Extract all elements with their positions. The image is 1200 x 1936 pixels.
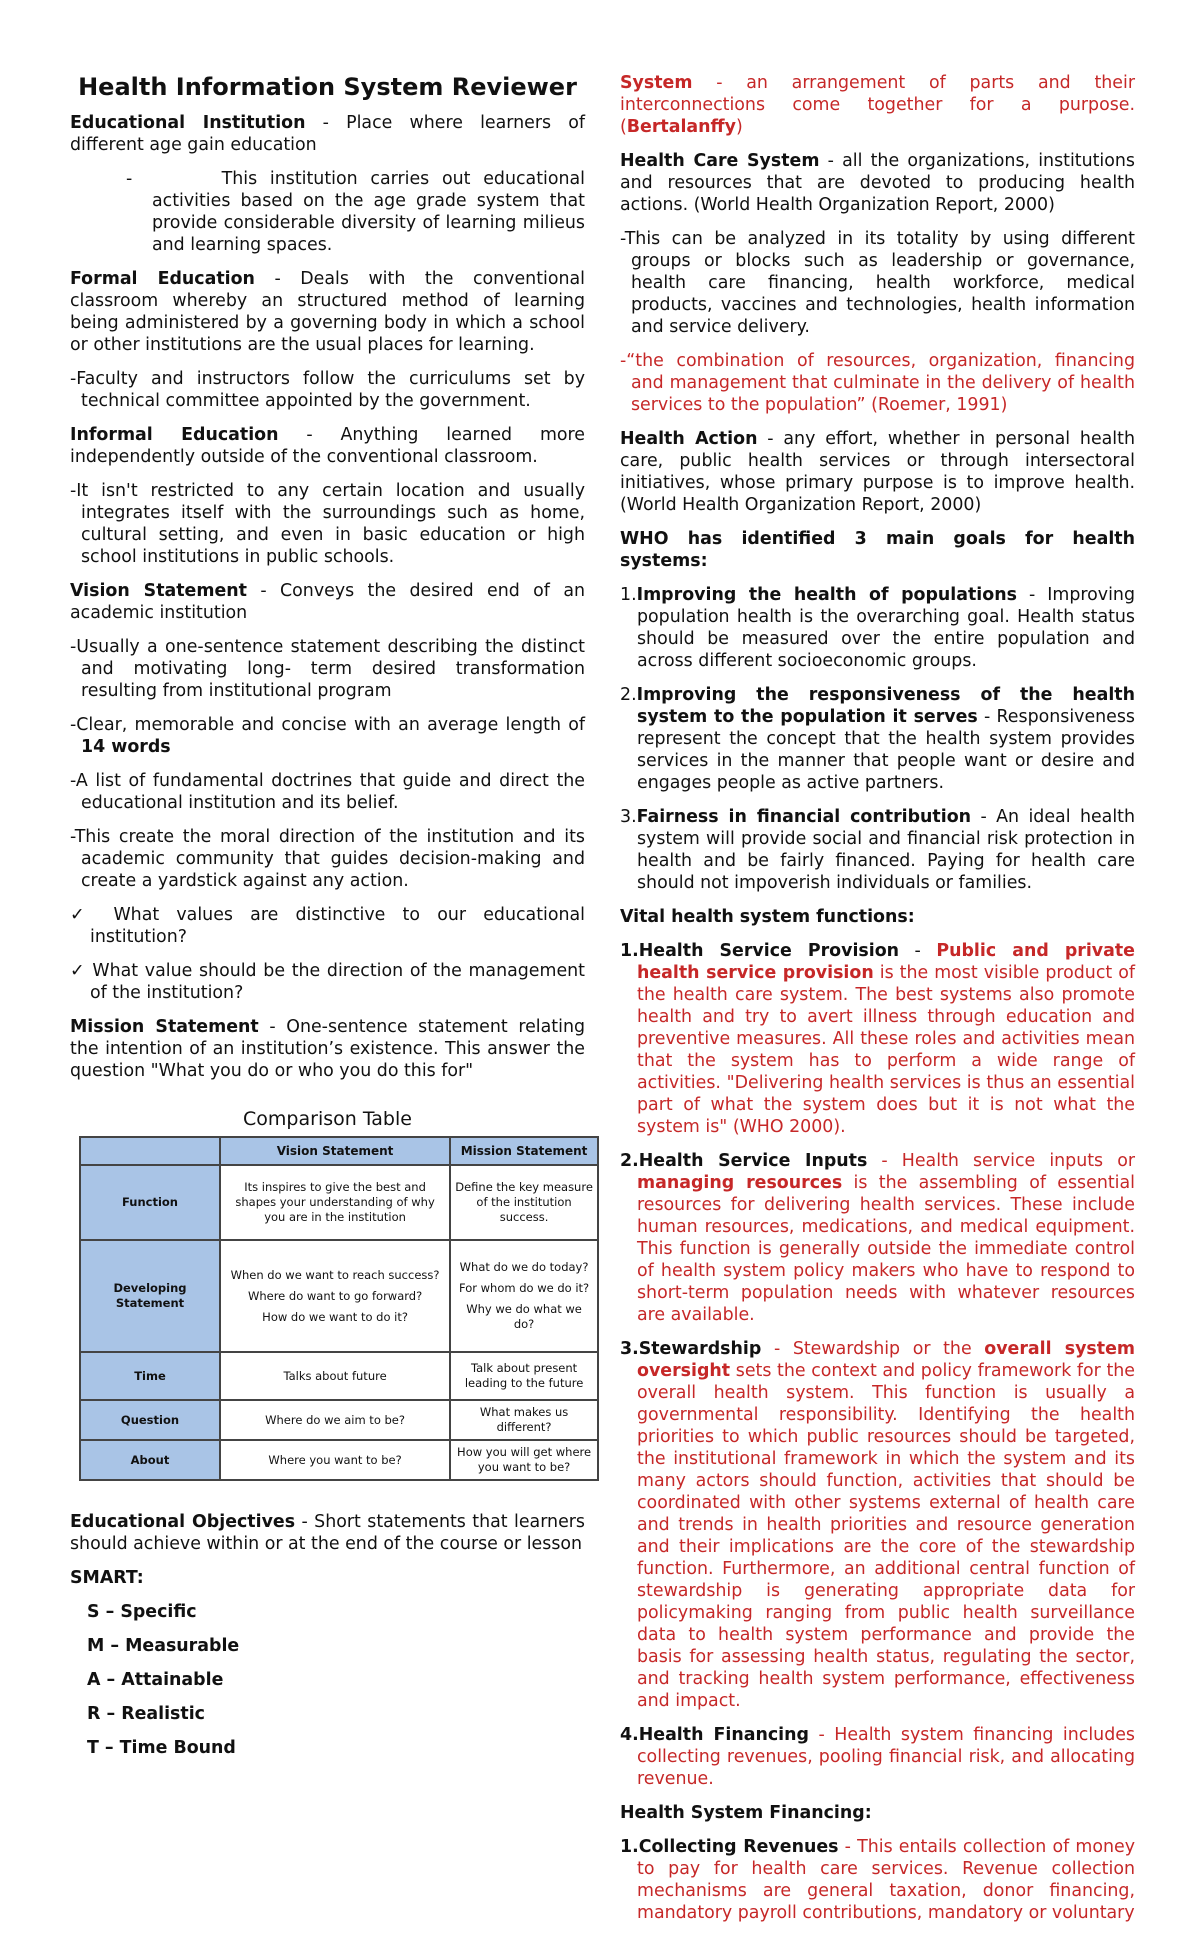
term: System [620, 73, 693, 93]
comparison-table [79, 1136, 599, 1481]
vision-cell: Its inspires to give the best and shapes your understanding of why you are in the institution [220, 1165, 450, 1240]
function-item [620, 940, 1135, 1138]
item-number: 2. [620, 1151, 639, 1171]
educational-institution-def [70, 112, 585, 156]
vision-cell: Where you want to be? [220, 1440, 450, 1480]
smart-item: S – Specific [87, 1602, 197, 1622]
financing-item [620, 1836, 1135, 1924]
cell-line: What do we do today? [459, 1260, 589, 1274]
word-count: 14 words [81, 737, 171, 757]
definition: is the most visible product of the health care system. The best systems also promote health and try to avert illness through education and preventive measures. All these roles and activities mean that the system has to perform a wide range of activities. "Delivering health services is thus an essential part of what the system does but it is not what the system is" (WHO 2000). [637, 963, 1136, 1137]
cell-line: For whom do we do it? [459, 1281, 590, 1295]
item-number: 1. [620, 941, 639, 961]
function-item [620, 1724, 1135, 1790]
table-row [80, 1352, 598, 1400]
term: Stewardship [638, 1339, 762, 1359]
health-care-system-def [620, 150, 1135, 216]
table-caption: Comparison Table [243, 1108, 412, 1130]
term: Improving the responsiveness of the health system to the population it serves [636, 685, 1135, 727]
educational-objectives-def [70, 1511, 585, 1555]
left-column [70, 72, 593, 1771]
definition: - One-sentence statement relating the intention of an institution’s existence. This answer the question "What you do or who you do this for" [70, 1017, 585, 1081]
row-label: Question [80, 1400, 220, 1440]
bullet-dash: - [70, 827, 75, 847]
goal-item [620, 684, 1135, 794]
goal-item [620, 806, 1135, 894]
vision-note [70, 714, 585, 758]
row-label: About [80, 1440, 220, 1480]
term: Fairness in financial contribution [636, 807, 972, 827]
definition: sets the context and policy framework for the overall health system. This function is usually a governmental responsibility. Identifying the health priorities to which public resources should be targeted, the institutional framework in which the system and its many actors should function, activities that should be coordinated with other systems external of health care and trends in health priorities and resource generation and their implications are the core of the stewardship function. Furthermore, an additional central function of stewardship is generating appropriate data for policymaking ranging from public health surveillance data to health system performance and provide the basis for assessing health status, regulating the sector, and tracking health system performance, effectiveness and impact. [637, 1361, 1135, 1711]
function-item [620, 1338, 1135, 1712]
bullet-dash: - [70, 369, 77, 389]
vision-cell: Where do we aim to be? [220, 1400, 450, 1440]
check-item [70, 960, 585, 1004]
informal-education-def [70, 424, 585, 468]
definition: - Short statements that learners should achieve within or at the end of the course or lesson [70, 1512, 585, 1554]
item-number: 4. [620, 1725, 639, 1745]
definition: - Deals with the conventional classroom whereby an structured method of learning being administered by a governing body in which a school or other institutions are the usual places for learning. [70, 269, 585, 355]
definition: - Anything learned more independently outside of the conventional classroom. [70, 425, 585, 467]
bullet-dash: - [620, 351, 627, 371]
vision-cell [220, 1240, 450, 1352]
table-row [80, 1440, 598, 1480]
item-number: 1. [620, 585, 637, 605]
highlight: Public and private health service provision [637, 941, 1135, 983]
note-text: It isn't restricted to any certain location and usually integrates itself with the surroundings such as home, cultural setting, and even in basic education or high school institutions in public schools. [76, 481, 585, 567]
note-text: This create the moral direction of the institution and its academic community that guides decision-making and create a yardstick against any action. [74, 827, 585, 891]
vision-statement-def [70, 580, 585, 624]
check-text: What values are distinctive to our educational institution? [90, 905, 586, 947]
roemer-quote [620, 350, 1135, 416]
note-text: Usually a one-sentence statement describing the distinct and motivating long- term desired transformation resulting from institutional program [76, 637, 585, 701]
bullet-dash: - [620, 229, 625, 249]
note-text: Clear, memorable and concise with an average length of [76, 715, 585, 735]
term: Health Financing [638, 1725, 809, 1745]
table-row [80, 1400, 598, 1440]
highlight: managing resources [637, 1173, 843, 1193]
function-item [620, 1150, 1135, 1326]
financing-title: Health System Financing: [620, 1803, 872, 1823]
term: Educational Institution [70, 113, 306, 133]
separator: - [899, 941, 937, 961]
cell-line: When do we want to reach success? [230, 1267, 440, 1282]
definition: - Stewardship or the [761, 1339, 985, 1359]
table-header-row [80, 1137, 598, 1165]
term: Health Care System [620, 151, 820, 171]
mission-cell: What makes us different? [450, 1400, 598, 1440]
definition: is the assembling of essential resources for delivering health services. These include human resources, medications, and medical equipment. This function is generally outside the immediate control of health system policy makers who have to respond to short-term population needs with whatever resources are available. [637, 1173, 1135, 1325]
mission-cell [450, 1240, 598, 1352]
vision-cell: Talks about future [220, 1352, 450, 1400]
smart-item: M – Measurable [87, 1636, 240, 1656]
informal-education-note [70, 480, 585, 568]
row-label: Developing Statement [80, 1240, 220, 1352]
formal-education-note [70, 368, 585, 412]
term: Collecting Revenues [638, 1837, 839, 1857]
right-column [620, 72, 1135, 1936]
row-label: Time [80, 1352, 220, 1400]
health-action-def [620, 428, 1135, 516]
smart-item: A – Attainable [87, 1670, 224, 1690]
definition: - any effort, whether in personal health care, public health services or through intersectoral initiatives, whose primary purpose is to improve health. (World Health Organization Report, 2000) [620, 429, 1135, 515]
note-text: This institution carries out educational activities based on the age grade system that provide considerable diversity of learning milieus and learning spaces. [152, 169, 585, 255]
term: Mission Statement [70, 1017, 259, 1037]
goal-item [620, 584, 1135, 672]
definition: - Health service inputs or [867, 1151, 1135, 1171]
bullet-dash: - [70, 637, 77, 657]
term: Health Service Inputs [638, 1151, 868, 1171]
definition: - Health system financing includes collecting revenues, pooling financial risk, and allocating revenue. [637, 1725, 1135, 1789]
definition: - all the organizations, institutions and resources that are devoted to producing health actions. (World Health Organization Report, 2000) [620, 151, 1135, 215]
bullet-dash: - [126, 169, 133, 189]
highlight: overall system oversight [637, 1339, 1135, 1381]
mission-statement-def [70, 1016, 585, 1082]
definition: - An ideal health system will provide social and financial risk protection in health and be fairly financed. Paying for health care should not impoverish individuals or families. [637, 807, 1135, 893]
check-item [70, 904, 585, 948]
functions-title: Vital health system functions: [620, 907, 915, 927]
bullet-dash: - [70, 771, 76, 791]
checkmark-icon: ✓ [70, 905, 97, 925]
cell-line: How do we want to do it? [262, 1309, 408, 1324]
health-care-system-note [620, 228, 1135, 338]
term: Formal Education [70, 269, 255, 289]
bullet-dash: - [70, 481, 77, 501]
bullet-dash: - [70, 715, 77, 735]
system-def [620, 72, 1135, 138]
definition: - This entails collection of money to pay for health care services. Revenue collection mechanisms are general taxation, donor financing, mandatory payroll contributions, mandatory or voluntary [637, 1837, 1135, 1923]
definition: - Improving population health is the overarching goal. Health status should be measured over the entire population and across different socioeconomic groups. [637, 585, 1135, 671]
header-cell: Mission Statement [450, 1137, 598, 1165]
vision-note [70, 770, 585, 814]
note-text: This can be analyzed in its totality by using different groups or blocks such as leadership or governance, health care financing, health workforce, medical products, vaccines and technologies, health information and service delivery. [624, 229, 1135, 337]
table-row [80, 1165, 598, 1240]
header-cell: Vision Statement [220, 1137, 450, 1165]
definition: - Place where learners of different age gain education [70, 113, 585, 155]
term: Educational Objectives [70, 1512, 296, 1532]
document-title: Health Information System Reviewer [78, 73, 577, 101]
vision-note [70, 636, 585, 702]
term: Health Service Provision [638, 941, 900, 961]
paren: ) [735, 117, 743, 137]
term: Improving the health of populations [636, 585, 1017, 605]
cell-line: Where do want to go forward? [247, 1288, 423, 1303]
goals-title: WHO has identified 3 main goals for health systems: [620, 529, 1135, 571]
term: Vision Statement [70, 581, 247, 601]
item-number: 3. [620, 807, 637, 827]
quote-text: “the combination of resources, organization, financing and management that culminate in the delivery of health services to the population” (Roemer, 1991) [626, 351, 1135, 415]
mission-cell: Talk about present leading to the future [450, 1352, 598, 1400]
definition: - Responsiveness represent the concept that the health system provides services in the manner that people want or desire and engages people as active partners. [637, 707, 1135, 793]
author: Bertalanffy [626, 117, 736, 137]
definition: - an arrangement of parts and their interconnections come together for a purpose. ( [620, 73, 1135, 137]
item-number: 3. [620, 1339, 639, 1359]
check-text: What value should be the direction of the management of the institution? [90, 961, 585, 1003]
item-number: 1. [620, 1837, 639, 1857]
item-number: 2. [620, 685, 637, 705]
smart-item: R – Realistic [87, 1704, 205, 1724]
note-text: Faculty and instructors follow the curriculums set by technical committee appointed by the government. [76, 369, 585, 411]
row-label: Function [80, 1165, 220, 1240]
header-cell [80, 1137, 220, 1165]
table-row [80, 1240, 598, 1352]
smart-item: T – Time Bound [87, 1738, 236, 1758]
mission-cell: Define the key measure of the institution success. [450, 1165, 598, 1240]
checkmark-icon: ✓ [70, 961, 86, 981]
vision-note [70, 826, 585, 892]
smart-title: SMART: [70, 1568, 144, 1588]
term: Health Action [620, 429, 758, 449]
cell-line: Why we do what we do? [466, 1302, 582, 1331]
note-text: A list of fundamental doctrines that guide and direct the educational institution and its belief. [75, 771, 585, 813]
educational-institution-note [70, 168, 585, 256]
definition: - Conveys the desired end of an academic institution [70, 581, 585, 623]
term: Informal Education [70, 425, 279, 445]
formal-education-def [70, 268, 585, 356]
mission-cell: How you will get where you want to be? [450, 1440, 598, 1480]
